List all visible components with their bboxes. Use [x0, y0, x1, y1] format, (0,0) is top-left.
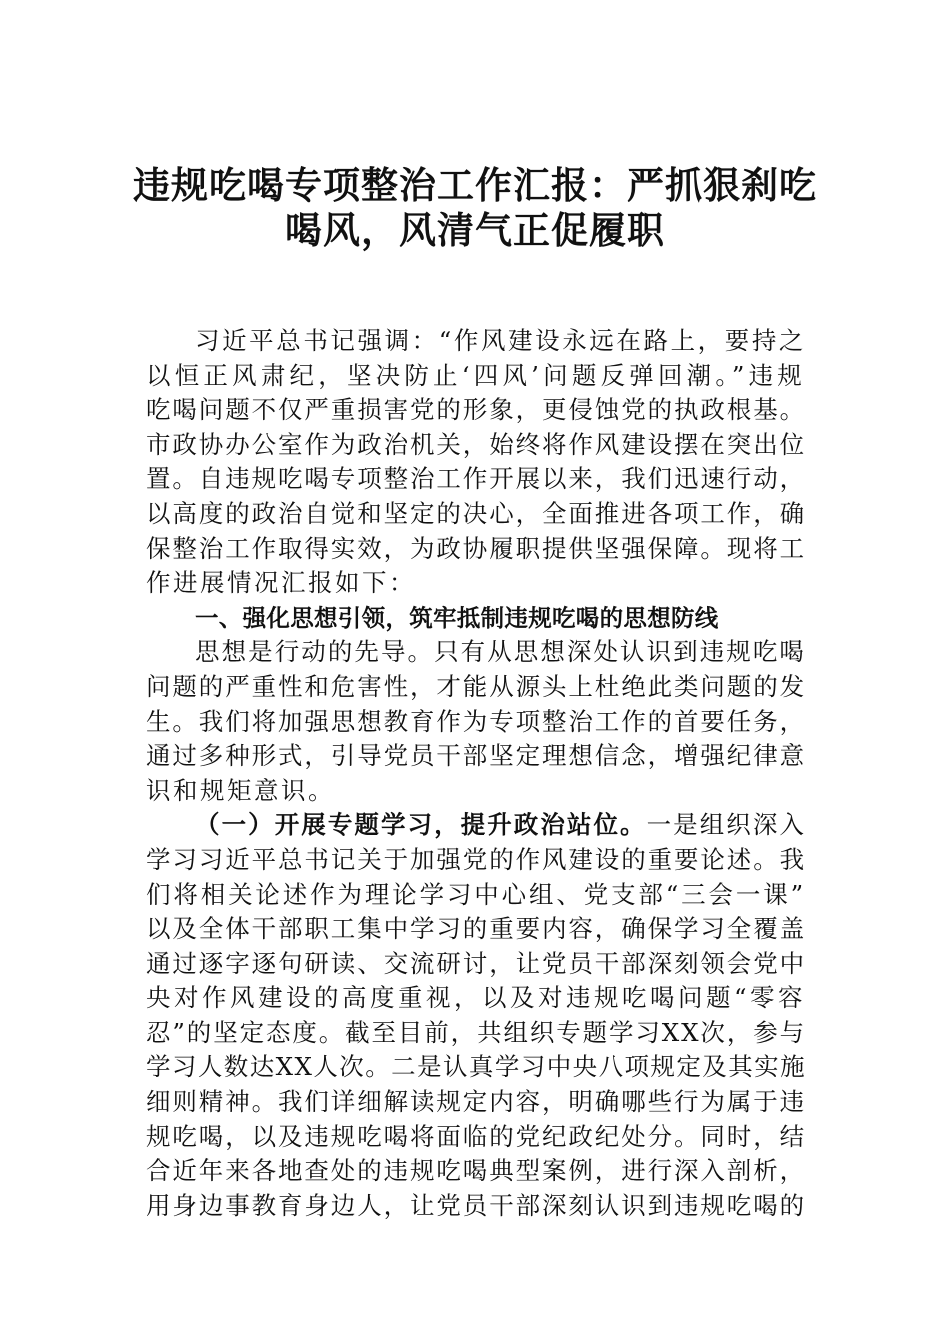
paragraph-line: 细则精神。我们详细解读规定内容，明确哪些行为属于违: [146, 1087, 806, 1117]
paragraph-line: 用身边事教育身边人，让党员干部深刻认识到违规吃喝的: [146, 1190, 806, 1220]
paragraph-line: 置。自违规吃喝专项整治工作开展以来，我们迅速行动，: [146, 464, 806, 494]
paragraph-line: 市政协办公室作为政治机关，始终将作风建设摆在突出位: [146, 429, 806, 459]
paragraph-line: 通过多种形式，引导党员干部坚定理想信念，增强纪律意: [146, 741, 806, 771]
paragraph-line: 生。我们将加强思想教育作为专项整治工作的首要任务，: [146, 706, 806, 736]
paragraph-line: 问题的严重性和危害性，才能从源头上杜绝此类问题的发: [146, 671, 806, 701]
paragraph-line: 思想是行动的先导。只有从思想深处认识到违规吃喝: [195, 637, 806, 667]
paragraph-line: 习近平总书记强调：“作风建设永远在路上，要持之: [195, 326, 806, 355]
paragraph-line: 吃喝问题不仅严重损害党的形象，更侵蚀党的执政根基。: [146, 395, 806, 425]
subsection-heading: （一）开展专题学习，提升政治站位。: [195, 810, 647, 840]
paragraph-line: 以高度的政治自觉和坚定的决心，全面推进各项工作，确: [146, 498, 806, 528]
paragraph-line: 忍”的坚定态度。截至目前，共组织专题学习XX次，参与: [146, 1017, 806, 1047]
paragraph-line: 通过逐字逐句研读、交流研讨，让党员干部深刻领会党中: [146, 948, 806, 978]
document-body: [146, 324, 806, 1223]
paragraph-line: 以恒正风肃纪，坚决防止‘四风’问题反弹回潮。”违规: [146, 360, 806, 390]
paragraph-line: 以及全体干部职工集中学习的重要内容，确保学习全覆盖: [146, 914, 806, 944]
paragraph-line: 作进展情况汇报如下：: [146, 568, 416, 598]
paragraph-line: [146, 808, 806, 843]
paragraph-line: 们将相关论述作为理论学习中心组、党支部“三会一课”: [146, 879, 806, 909]
document-title-line-2: 喝风，风清气正促履职: [285, 208, 665, 252]
paragraph-line: 规吃喝，以及违规吃喝将面临的党纪政纪处分。同时，结: [146, 1121, 806, 1151]
document-title-line-1: 违规吃喝专项整治工作汇报：严抓狠刹吃: [133, 163, 817, 207]
paragraph-line: 央对作风建设的高度重视，以及对违规吃喝问题“零容: [146, 983, 806, 1013]
paragraph-text: 一是组织深入: [646, 810, 807, 840]
paragraph-line: 保整治工作取得实效，为政协履职提供坚强保障。现将工: [146, 533, 806, 563]
paragraph-line: 学习习近平总书记关于加强党的作风建设的重要论述。我: [146, 844, 806, 874]
paragraph-line: 识和规矩意识。: [146, 775, 335, 805]
section-heading: 一、强化思想引领，筑牢抵制违规吃喝的思想防线: [195, 603, 719, 632]
paragraph-line: 学习人数达XX人次。二是认真学习中央八项规定及其实施: [146, 1052, 806, 1082]
paragraph-line: 合近年来各地查处的违规吃喝典型案例，进行深入剖析，: [146, 1156, 806, 1186]
